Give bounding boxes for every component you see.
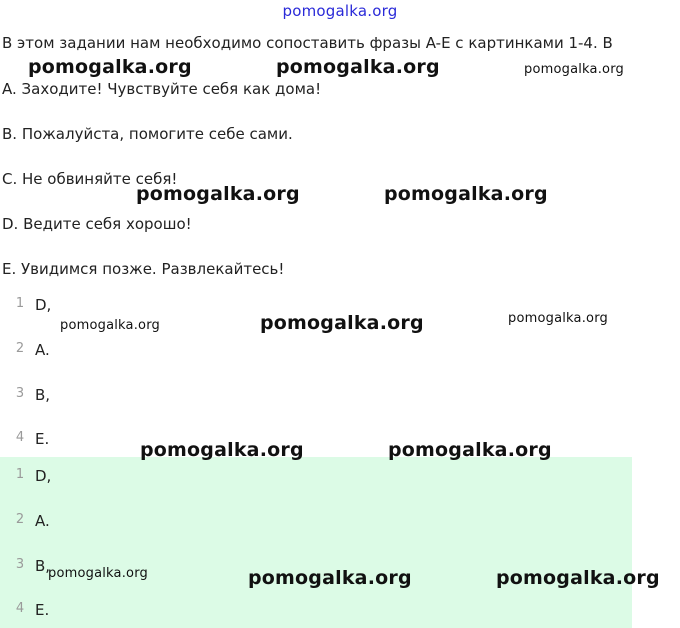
phrase-a: A. Заходите! Чувствуйте себя как дома! [2,80,322,98]
answer-value: D, [35,467,52,485]
watermark: pomogalka.org [136,183,300,205]
watermark: pomogalka.org [248,567,412,589]
answer-number: 3 [15,386,25,401]
phrase-d: D. Ведите себя хорошо! [2,215,192,233]
intro-text: В этом задании нам необходимо сопоставить фразы A-E с картинками 1-4. В [2,34,613,52]
answer-value: E. [35,601,50,619]
watermark: pomogalka.org [28,56,192,78]
answer-value: E. [35,430,50,448]
answer-value: B, [35,557,51,575]
highlighted-answer-box [0,457,632,628]
watermark: pomogalka.org [140,439,304,461]
answer-value: A. [35,512,50,530]
answer-value: B, [35,386,51,404]
watermark: pomogalka.org [388,439,552,461]
phrase-c: C. Не обвиняйте себя! [2,170,178,188]
watermark: pomogalka.org [60,318,160,333]
answer-number: 3 [15,557,25,572]
watermark: pomogalka.org [260,312,424,334]
phrase-b: B. Пожалуйста, помогите себе сами. [2,125,293,143]
answer-number: 4 [15,601,25,616]
site-watermark-top: pomogalka.org [282,2,398,20]
watermark: pomogalka.org [508,311,608,326]
answer-number: 1 [15,467,25,482]
answer-number: 2 [15,512,25,527]
answer-number: 1 [15,296,25,311]
answer-number: 2 [15,341,25,356]
watermark: pomogalka.org [384,183,548,205]
phrase-e: E. Увидимся позже. Развлекайтесь! [2,260,285,278]
answer-number: 4 [15,430,25,445]
watermark: pomogalka.org [48,566,148,581]
watermark: pomogalka.org [524,62,624,77]
answer-value: D, [35,296,52,314]
watermark: pomogalka.org [276,56,440,78]
answer-value: A. [35,341,50,359]
watermark: pomogalka.org [496,567,660,589]
